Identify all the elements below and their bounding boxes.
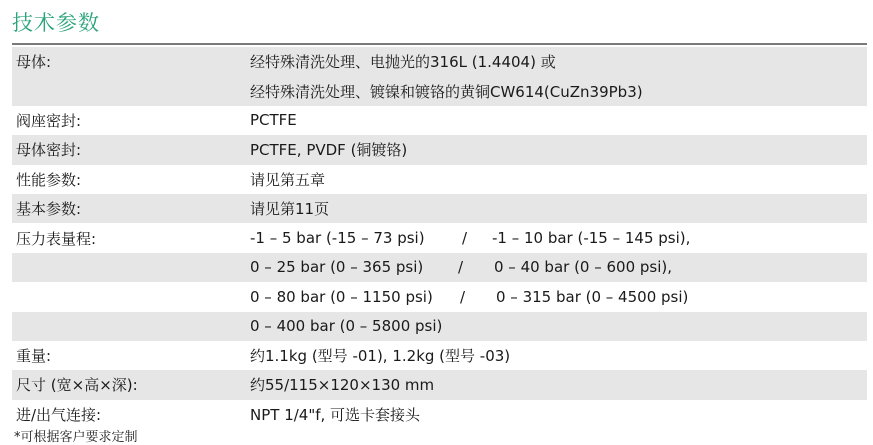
row-label: 阀座密封: xyxy=(16,111,82,130)
range-right: 0 – 315 bar (0 – 4500 psi) xyxy=(496,287,689,306)
range-left: 0 – 80 bar (0 – 1150 psi) xyxy=(250,287,433,306)
table-row xyxy=(12,341,867,370)
table-row xyxy=(12,253,867,282)
table-row xyxy=(12,400,867,429)
footnote: *可根据客户要求定制 xyxy=(14,430,138,445)
range-left: 0 – 25 bar (0 – 365 psi) xyxy=(250,258,424,277)
table-row xyxy=(12,370,867,399)
row-value: 请见第11页 xyxy=(250,200,330,219)
row-value: 约55/115×120×130 mm xyxy=(250,376,435,395)
row-label: 尺寸 (宽×高×深): xyxy=(16,376,138,395)
row-value: 0 – 400 bar (0 – 5800 psi) xyxy=(250,317,443,336)
row-value: PCTFE xyxy=(250,111,297,130)
row-value: 约1.1kg (型号 -01), 1.2kg (型号 -03) xyxy=(250,347,511,366)
row-value xyxy=(250,258,672,276)
table-row xyxy=(12,76,867,105)
range-right: 0 – 40 bar (0 – 600 psi), xyxy=(494,258,673,277)
table-row xyxy=(12,312,867,341)
range-right: -1 – 10 bar (-15 – 145 psi), xyxy=(492,229,691,248)
table-row xyxy=(12,194,867,223)
row-label: 压力表量程: xyxy=(16,229,97,248)
range-left: -1 – 5 bar (-15 – 73 psi) xyxy=(250,229,425,248)
spec-table xyxy=(12,47,867,429)
table-row xyxy=(12,47,867,76)
row-value: NPT 1/4"f, 可选卡套接头 xyxy=(250,405,421,424)
row-label: 性能参数: xyxy=(16,170,82,189)
table-row xyxy=(12,135,867,164)
row-label: 母体: xyxy=(16,53,52,72)
section-title: 技术参数 xyxy=(12,11,100,35)
row-label: 进/出气连接: xyxy=(16,405,102,424)
row-value: PCTFE, PVDF (铜镀铬) xyxy=(250,141,408,160)
row-label: 基本参数: xyxy=(16,200,82,219)
row-label: 重量: xyxy=(16,347,52,366)
title-rule xyxy=(12,43,867,45)
row-value: 经特殊清洗处理、电抛光的316L (1.4404) 或 xyxy=(250,53,556,72)
row-value xyxy=(250,288,688,306)
row-value: 经特殊清洗处理、镀镍和镀铬的黄铜CW614(CuZn39Pb3) xyxy=(250,82,643,101)
range-separator: / xyxy=(462,229,468,248)
table-row xyxy=(12,106,867,135)
row-value: 请见第五章 xyxy=(250,170,326,189)
range-separator: / xyxy=(460,287,466,306)
table-row xyxy=(12,165,867,194)
range-separator: / xyxy=(458,258,464,277)
row-label: 母体密封: xyxy=(16,141,82,160)
table-row xyxy=(12,223,867,252)
row-value xyxy=(250,229,690,247)
table-row xyxy=(12,282,867,311)
